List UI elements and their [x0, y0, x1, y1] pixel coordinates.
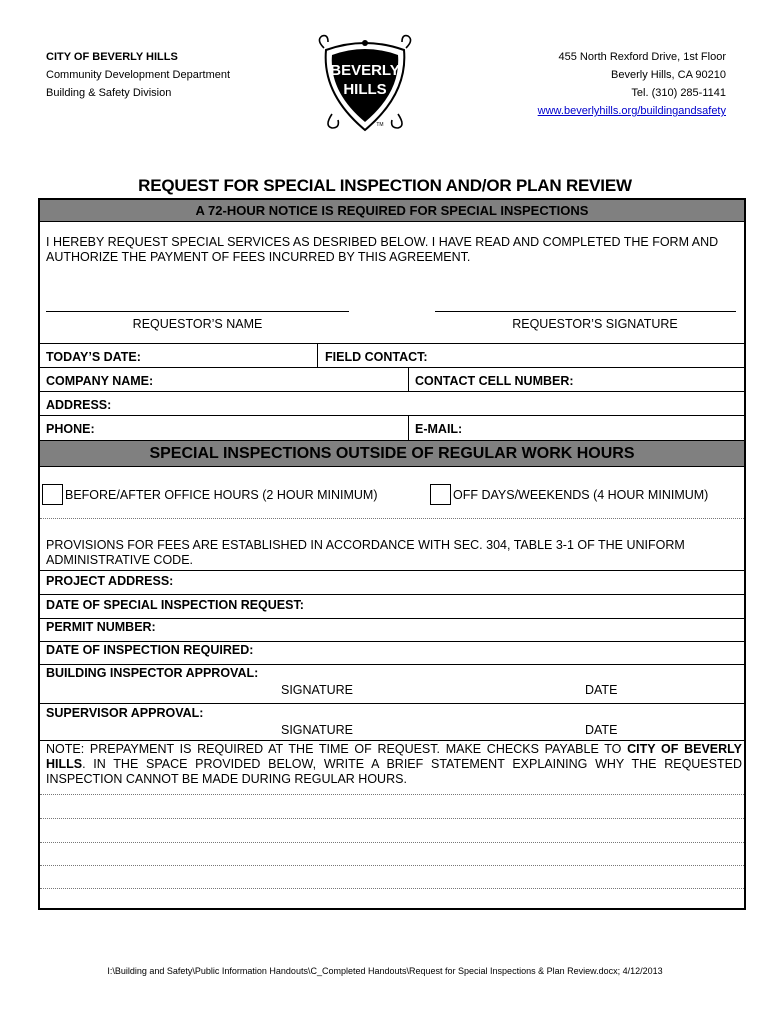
supervisor-approval: SUPERVISOR APPROVAL: [46, 706, 204, 720]
company-name-field[interactable]: COMPANY NAME: [46, 374, 154, 388]
inspector-signature-label[interactable]: SIGNATURE [281, 683, 353, 697]
requestor-name-label: REQUESTOR’S NAME [132, 317, 263, 331]
division-name: Building & Safety Division [46, 87, 172, 99]
statement-line-1[interactable] [40, 794, 744, 795]
office-phone: Tel. (310) 285-1141 [631, 87, 726, 99]
inspection-required-date-field[interactable]: DATE OF INSPECTION REQUIRED: [46, 643, 254, 657]
before-after-hours-label: BEFORE/AFTER OFFICE HOURS (2 HOUR MINIMUM) [65, 488, 378, 502]
supervisor-signature-label[interactable]: SIGNATURE [281, 723, 353, 737]
field-contact-field[interactable]: FIELD CONTACT: [325, 350, 428, 364]
permit-number-field[interactable]: PERMIT NUMBER: [46, 620, 156, 634]
project-address-field[interactable]: PROJECT ADDRESS: [46, 574, 174, 588]
fee-provisions-text: PROVISIONS FOR FEES ARE ESTABLISHED IN ACCORDANCE WITH SEC. 304, TABLE 3-1 OF THE UNIFORM ADMINISTRATIVE CODE. [46, 538, 685, 567]
beverly-hills-shield-logo [312, 34, 418, 138]
office-city: Beverly Hills, CA 90210 [611, 69, 726, 81]
request-statement: I HEREBY REQUEST SPECIAL SERVICES AS DESRIBED BELOW. I HAVE READ AND COMPLETED THE FORM AND AUTHORIZE THE PAYMENT OF FEES INCURRED BY THIS AGREEMENT. [46, 235, 719, 264]
email-field[interactable]: E-MAIL: [415, 422, 463, 436]
statement-line-4[interactable] [40, 865, 744, 866]
logo-tm: TM [376, 122, 384, 128]
before-after-hours-checkbox[interactable] [42, 484, 63, 505]
office-address: 455 North Rexford Drive, 1st Floor [558, 51, 726, 63]
letterhead-left [46, 48, 230, 102]
special-inspections-band: SPECIAL INSPECTIONS OUTSIDE OF REGULAR WORK HOURS [40, 440, 744, 467]
request-date-field[interactable]: DATE OF SPECIAL INSPECTION REQUEST: [46, 598, 304, 612]
statement-line-2[interactable] [40, 818, 744, 819]
notice-band: A 72-HOUR NOTICE IS REQUIRED FOR SPECIAL INSPECTIONS [40, 200, 744, 222]
off-days-weekends-checkbox[interactable] [430, 484, 451, 505]
inspector-date-label[interactable]: DATE [585, 683, 618, 697]
logo-text-bottom: HILLS [343, 81, 387, 98]
logo-text-top: BEVERLY [330, 62, 400, 79]
request-form [38, 198, 746, 910]
phone-field[interactable]: PHONE: [46, 422, 95, 436]
department-name: Community Development Department [46, 69, 231, 81]
todays-date-field[interactable]: TODAY’S DATE: [46, 350, 141, 364]
file-path-footer: I:\Building and Safety\Public Information Handouts\C_Completed Handouts\Request for Special Inspections & Plan Review.docx; 4/12/2013 [107, 966, 663, 976]
letterhead-right [538, 48, 726, 120]
building-inspector-approval: BUILDING INSPECTOR APPROVAL: [46, 666, 259, 680]
contact-cell-field[interactable]: CONTACT CELL NUMBER: [415, 374, 574, 388]
address-field[interactable]: ADDRESS: [46, 398, 112, 412]
website-link[interactable]: www.beverlyhills.org/buildingandsafety [537, 105, 726, 117]
supervisor-date-label[interactable]: DATE [585, 723, 618, 737]
city-name: CITY OF BEVERLY HILLS [46, 51, 178, 63]
requestor-signature-line[interactable] [435, 311, 736, 312]
statement-line-3[interactable] [40, 842, 744, 843]
requestor-name-line[interactable] [46, 311, 349, 312]
prepayment-note: NOTE: PREPAYMENT IS REQUIRED AT THE TIME OF REQUEST. MAKE CHECKS PAYABLE TO CITY OF BEVERLY HILLS. IN THE SPACE PROVIDED BELOW, WRITE A BRIEF STATEMENT EXPLAINING WHY THE REQUESTED INSPECTION CANNOT BE MADE DURING REGULAR HOURS. [46, 742, 742, 786]
requestor-signature-label: REQUESTOR’S SIGNATURE [512, 317, 678, 331]
statement-line-5[interactable] [40, 888, 744, 889]
form-title: REQUEST FOR SPECIAL INSPECTION AND/OR PLAN REVIEW [138, 176, 632, 195]
off-days-weekends-label: OFF DAYS/WEEKENDS (4 HOUR MINIMUM) [453, 488, 709, 502]
